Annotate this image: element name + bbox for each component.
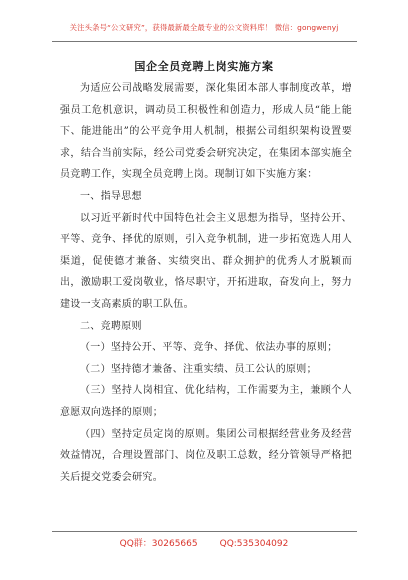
footer-qq-group: QQ群：30265665 (119, 539, 198, 549)
principle-item-4: （四）坚持定员定岗的原则。集团公司根据经营业务及经营效益情况，合理设置部门、岗位及职工总数，经分管领导严格把关后提交党委会研究。 (60, 428, 352, 483)
principle-item-2: （二）坚持德才兼备、注重实绩、员工公认的原则； (80, 363, 317, 375)
guiding-ideology-paragraph: 以习近平新时代中国特色社会主义思想为指导，坚持公开、平等、竞争、择优的原则，引入竞争机制，进一步拓宽选人用人渠道，促使德才兼备、实绩突出、群众拥护的优秀人才脱颖而出，激励职工爱岗敬业，恪尽职守，开拓进取，奋发向上，努力建设一支高素质的职工队伍。 (60, 212, 352, 310)
principle-item-3: （三）坚持人岗相宜、优化结构，工作需要为主，兼顾个人意愿双向选择的原则； (60, 385, 352, 418)
document-body (60, 78, 352, 488)
document-title: 国企全员竞聘上岗实施方案 (134, 60, 274, 73)
header-banner: 关注头条号“公文研究”，获得最新最全最专业的公文资料库！ 微信：gongwenyj (69, 23, 339, 32)
principle-item-1: （一）坚持公开、平等、竞争、择优、依法办事的原则； (80, 342, 338, 354)
section-heading-guiding-ideology: 一、指导思想 (80, 190, 142, 202)
footer-qq-number: QQ:535304092 (219, 539, 289, 549)
footer-divider (52, 531, 357, 532)
intro-paragraph: 为适应公司战略发展需要，深化集团本部人事制度改革，增强员工危机意识，调动员工积极性和创造力，形成人员“能上能下、能进能出”的公平竞争用人机制，根据公司组织架构设置要求，结合当前实际，经公司党委会研究决定，在集团本部实施全员竞聘工作，实现全员竞聘上岗。现制订如下实施方案： (60, 83, 352, 181)
header-divider (52, 41, 357, 42)
footer (0, 536, 408, 549)
section-heading-principles: 二、竞聘原则 (80, 320, 142, 332)
